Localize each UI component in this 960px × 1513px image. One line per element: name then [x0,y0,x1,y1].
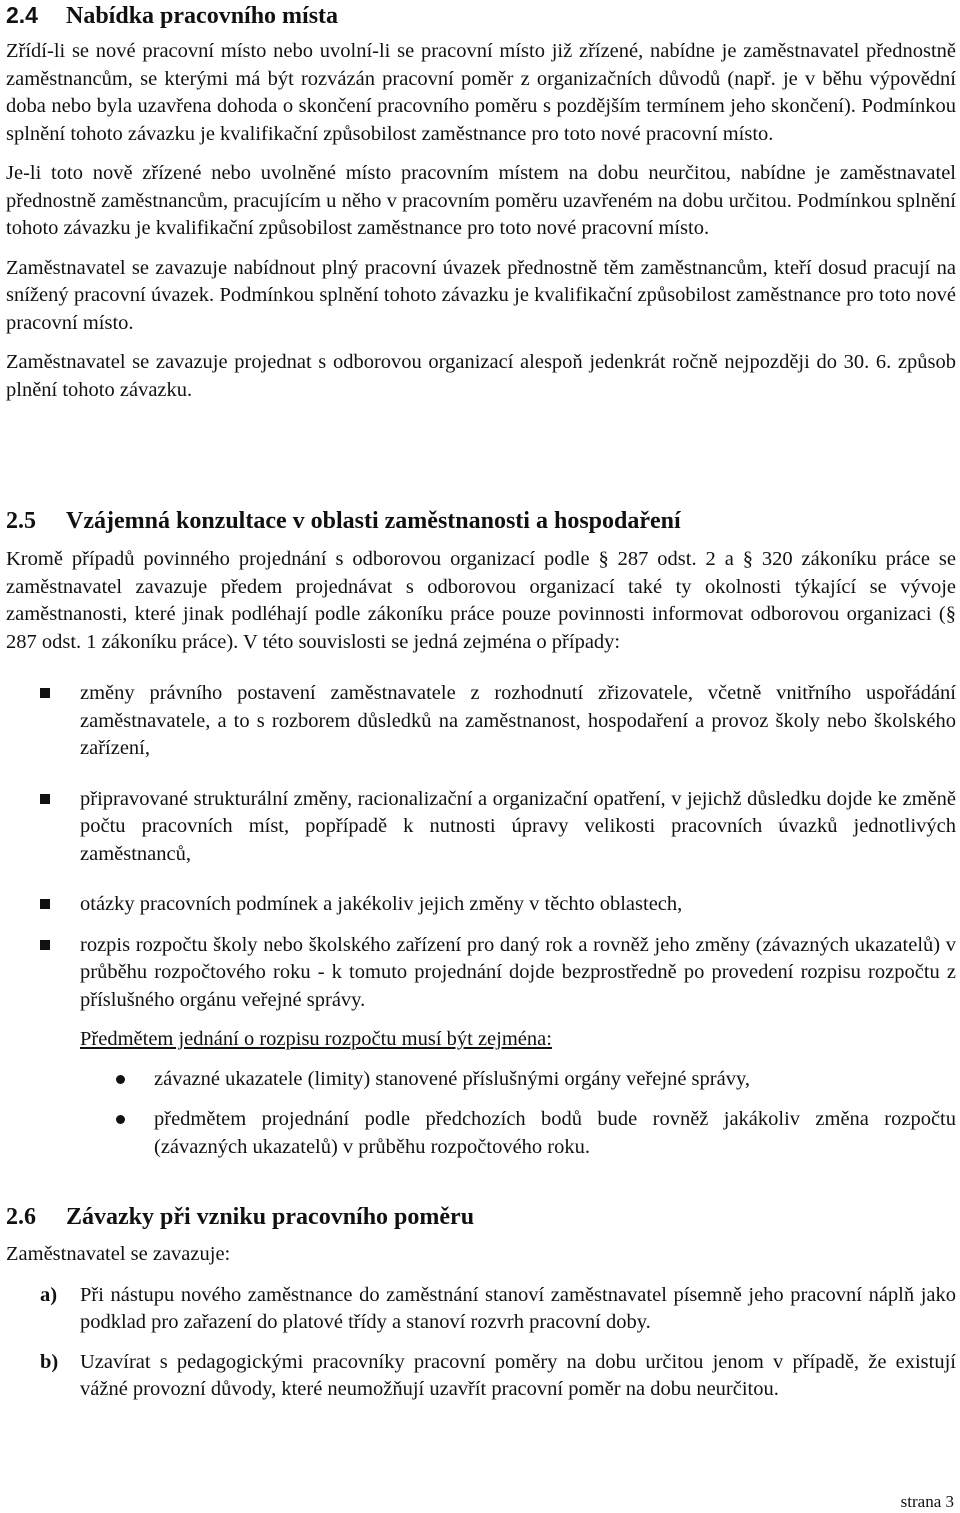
paragraph: Zřídí-li se nové pracovní místo nebo uvolní-li se pracovní místo již zřízené, nabídne je zaměstnavatel přednostně zaměstnancům, se kterými má být rozvázán pracovní poměr z organizačních důvodů (např. je v běhu výpovědní doba nebo byla uzavřena dohoda o skončení pracovního poměru s pozdějším termínem jeho skončení). Podmínkou splnění tohoto závazku je kvalifikační způsobilost zaměstnance pro toto nové pracovní místo. [6,40,956,145]
section-heading-2-4 [6,0,338,31]
item-label: a) [40,1283,58,1306]
list-item: a) Při nástupu nového zaměstnance do zaměstnání stanoví zaměstnavatel písemně jeho pracovní náplň jako podklad pro zařazení do platové třídy a stanoví rozvrh pracovní doby. [40,1283,956,1333]
list-item: předmětem projednání podle předchozích bodů bude rovněž jakákoliv změna rozpočtu (závazných ukazatelů) v průběhu rozpočtového roku. [6,1106,956,1161]
section-title: Závazky při vzniku pracovního poměru [66,1204,475,1230]
paragraph: Je-li toto nově zřízené nebo uvolněné místo pracovním místem na dobu neurčitou, nabídne je zaměstnavatel přednostně zaměstnancům, pracujícím u něho v pracovním poměru uzavřeném na dobu určitou. Podmínkou splnění tohoto závazku je kvalifikační způsobilost zaměstnance pro toto nové pracovní místo. [6,162,956,239]
square-bullet-icon [40,688,50,698]
section-title: Vzájemná konzultace v oblasti zaměstnanosti a hospodaření [66,508,681,534]
section-2-6-body [6,1241,956,1404]
budget-list [6,1066,956,1162]
paragraph: Zaměstnavatel se zavazuje nabídnout plný pracovní úvazek přednostně těm zaměstnancům, kteří dosud pracují na snížený pracovní úvazek. Podmínkou splnění tohoto závazku je kvalifikační způsobilost zaměstnance pro toto nové pracovní místo. [6,256,956,334]
square-bullet-icon [40,940,50,950]
section-number: 2.4 [6,2,38,28]
square-bullet-icon [40,899,50,909]
paragraph: Kromě případů povinného projednání s odborovou organizací podle § 287 odst. 2 a § 320 zákoníku práce se zaměstnavatel zavazuje předem projednávat s odborovou organizací také ty okolnosti týkající se vývoje zaměstnanosti, které jinak podléhají podle zákoníku práce pouze povinnosti informovat odborovou organizaci (§ 287 odst. 1 zákoníku práce). V této souvislosti se jedná zejména o případy: [6,548,956,653]
square-bullet-icon [40,794,50,804]
budget-subheading: Předmětem jednání o rozpisu rozpočtu musí být zejména: [80,1028,552,1050]
page-number: strana 3 [900,1492,954,1511]
list-item: závazné ukazatele (limity) stanovené příslušnými orgány veřejné správy, [6,1066,956,1094]
paragraph: Zaměstnavatel se zavazuje: [6,1243,231,1265]
obligations-list [6,1282,956,1404]
section-2-4-body [6,38,956,404]
section-heading-2-5 [6,506,681,536]
list-item: b) Uzavírat s pedagogickými pracovníky pracovní poměry na dobu určitou jenom v případě, že existují vážné provozní důvody, které neumožňují uzavřít pracovní poměr na dobu neurčitou. [40,1350,956,1400]
section-title: Nabídka pracovního místa [66,3,339,29]
list-item: změny právního postavení zaměstnavatele z rozhodnutí zřizovatele, včetně vnitřního uspořádání zaměstnavatele, a to s rozborem důsledků na zaměstnanost, hospodaření a provoz školy nebo školského zařízení, [6,680,956,763]
list-item: rozpis rozpočtu školy nebo školského zařízení pro daný rok a rovněž jeho změny (závazných ukazatelů) v průběhu rozpočtového roku - k tomuto projednání dojde bezprostředně po provedení rozpisu rozpočtu z příslušného orgánu veřejné správy. [6,932,956,1015]
section-number: 2.5 [6,508,36,534]
consultation-list [6,680,956,1014]
list-item: otázky pracovních podmínek a jakékoliv jejich změny v těchto oblastech, [6,891,956,919]
section-number: 2.6 [6,1204,36,1230]
round-bullet-icon [116,1075,125,1084]
section-2-5-body [6,546,956,1161]
item-label: b) [40,1350,59,1373]
section-heading-2-6 [6,1202,474,1232]
paragraph: Zaměstnavatel se zavazuje projednat s odborovou organizací alespoň jedenkrát ročně nejpozději do 30. 6. způsob plnění tohoto závazku. [6,351,956,401]
round-bullet-icon [116,1115,125,1124]
list-item: připravované strukturální změny, racionalizační a organizační opatření, v jejichž důsledku dojde ke změně počtu pracovních míst, popřípadě k nutnosti úpravy velikosti pracovních úvazků jednotlivých zaměstnanců, [6,786,956,869]
